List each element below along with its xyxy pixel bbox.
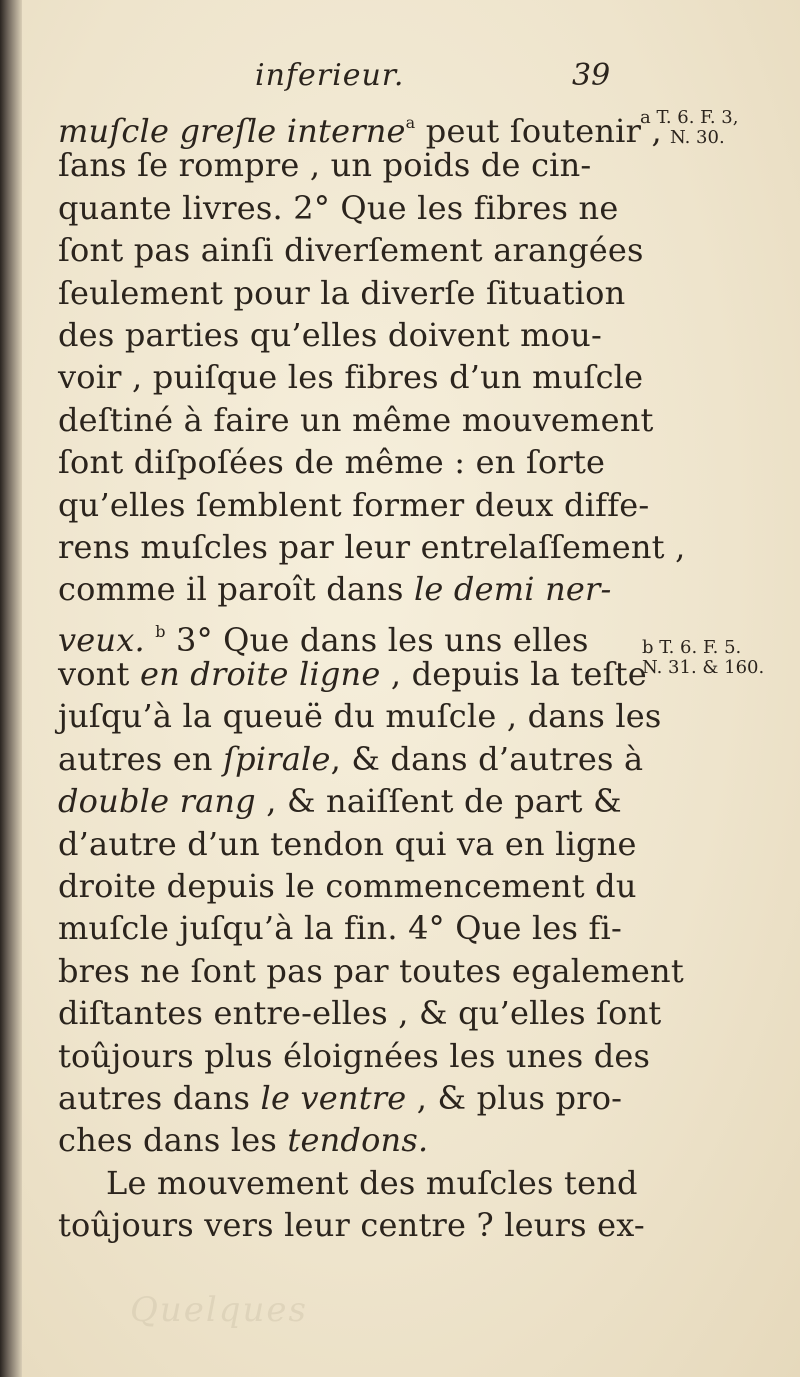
italic-text: double rang bbox=[58, 782, 256, 821]
text-line bbox=[58, 568, 628, 610]
text-run: vont bbox=[58, 655, 140, 694]
text-run: quante livres. 2° Que les fibres ne bbox=[58, 188, 619, 227]
text-run: toûjours plus éloignées les unes des bbox=[58, 1036, 651, 1075]
text-line bbox=[58, 695, 662, 737]
margin-note-a-line1: a T. 6. F. 3, bbox=[640, 107, 739, 128]
text-line bbox=[58, 780, 628, 822]
text-run: qu’elles ſemblent former deux diffe- bbox=[58, 485, 650, 524]
text-line bbox=[58, 484, 650, 526]
text-line bbox=[58, 441, 628, 483]
text-line bbox=[58, 102, 662, 150]
text-run: d’autre d’un tendon qui va en ligne bbox=[58, 824, 637, 863]
italic-text: en droite ligne bbox=[139, 655, 381, 694]
text-line bbox=[58, 907, 628, 949]
text-run: muſcle juſqu’à la fin. 4° Que les fi- bbox=[58, 909, 623, 948]
page-number: 39 bbox=[572, 58, 611, 93]
text-run: droite depuis le commencement du bbox=[58, 867, 637, 906]
running-title: inferieur. bbox=[255, 58, 405, 93]
body-text bbox=[58, 102, 686, 1247]
text-line bbox=[58, 1204, 645, 1246]
text-run: autres dans bbox=[58, 1078, 261, 1117]
text-run: peut ſoutenir , bbox=[415, 112, 662, 150]
text-line bbox=[58, 611, 628, 659]
margin-note-b-line1: b T. 6. F. 5. bbox=[642, 637, 742, 658]
text-run: toûjours vers leur centre ? leurs ex- bbox=[58, 1206, 645, 1245]
text-line bbox=[58, 144, 628, 186]
text-line bbox=[58, 229, 644, 271]
text-line bbox=[58, 399, 654, 441]
text-run: diſtantes entre-elles , & qu’elles ſont bbox=[58, 994, 662, 1033]
text-run: ſeulement pour la diverſe ſituation bbox=[58, 273, 626, 312]
text-run: , depuis la teſte bbox=[380, 655, 647, 694]
text-run: comme il paroît dans bbox=[58, 570, 414, 609]
text-line bbox=[58, 526, 686, 568]
text-line bbox=[58, 823, 637, 865]
text-run: des parties qu’elles doivent mou- bbox=[58, 315, 602, 354]
text-run: , & naiſſent de part & bbox=[255, 782, 622, 821]
text-run: ches dans les bbox=[58, 1121, 288, 1160]
text-run: ſont pas ainſi diverſement arangées bbox=[58, 231, 644, 270]
text-line bbox=[58, 187, 628, 229]
text-run: rens muſcles par leur entrelaſſement , bbox=[58, 527, 686, 566]
text-line bbox=[58, 738, 644, 780]
italic-text: muſcle greſle interne bbox=[58, 112, 406, 150]
text-line bbox=[58, 992, 662, 1034]
footnote-marker: b bbox=[155, 621, 166, 641]
text-run: deſtiné à faire un même mouvement bbox=[58, 400, 654, 439]
text-run: bres ne ſont pas par toutes egalement bbox=[58, 951, 684, 990]
page-gutter bbox=[0, 0, 22, 1377]
text-run: 3° Que dans les uns elles bbox=[165, 620, 589, 659]
italic-text: veux. bbox=[58, 620, 145, 659]
text-run: ſont diſpoſées de même : en ſorte bbox=[58, 443, 606, 482]
footnote-marker: a bbox=[405, 113, 416, 132]
text-line bbox=[58, 1119, 628, 1161]
text-line bbox=[58, 1077, 628, 1119]
text-line bbox=[58, 1162, 638, 1204]
italic-text: le demi ner- bbox=[413, 570, 612, 609]
text-line bbox=[58, 314, 628, 356]
text-run: autres en bbox=[58, 739, 224, 778]
text-line bbox=[58, 356, 644, 398]
text-line bbox=[58, 653, 647, 695]
text-line bbox=[58, 272, 628, 314]
text-run: juſqu’à la queuë du muſcle , dans les bbox=[58, 697, 662, 736]
text-run: Le mouvement des muſcles tend bbox=[106, 1163, 638, 1202]
text-run: ſans ſe rompre , un poids de cin- bbox=[58, 146, 592, 185]
text-line bbox=[58, 865, 637, 907]
margin-note-a-line2: N. 30. bbox=[670, 127, 725, 148]
margin-note-b bbox=[642, 638, 764, 678]
text-line bbox=[58, 950, 684, 992]
italic-text: ſpirale bbox=[223, 739, 331, 778]
italic-text: le ventre bbox=[260, 1078, 407, 1117]
italic-text: tendons. bbox=[287, 1121, 429, 1160]
margin-note-a bbox=[640, 108, 738, 148]
text-run: , & dans d’autres à bbox=[330, 739, 644, 778]
text-run: , & plus pro- bbox=[406, 1078, 623, 1117]
bleed-through-text: Quelques bbox=[130, 1290, 308, 1330]
margin-note-b-line2: N. 31. & 160. bbox=[642, 657, 765, 678]
text-line bbox=[58, 1035, 651, 1077]
text-run: voir , puiſque les fibres d’un muſcle bbox=[58, 358, 644, 397]
